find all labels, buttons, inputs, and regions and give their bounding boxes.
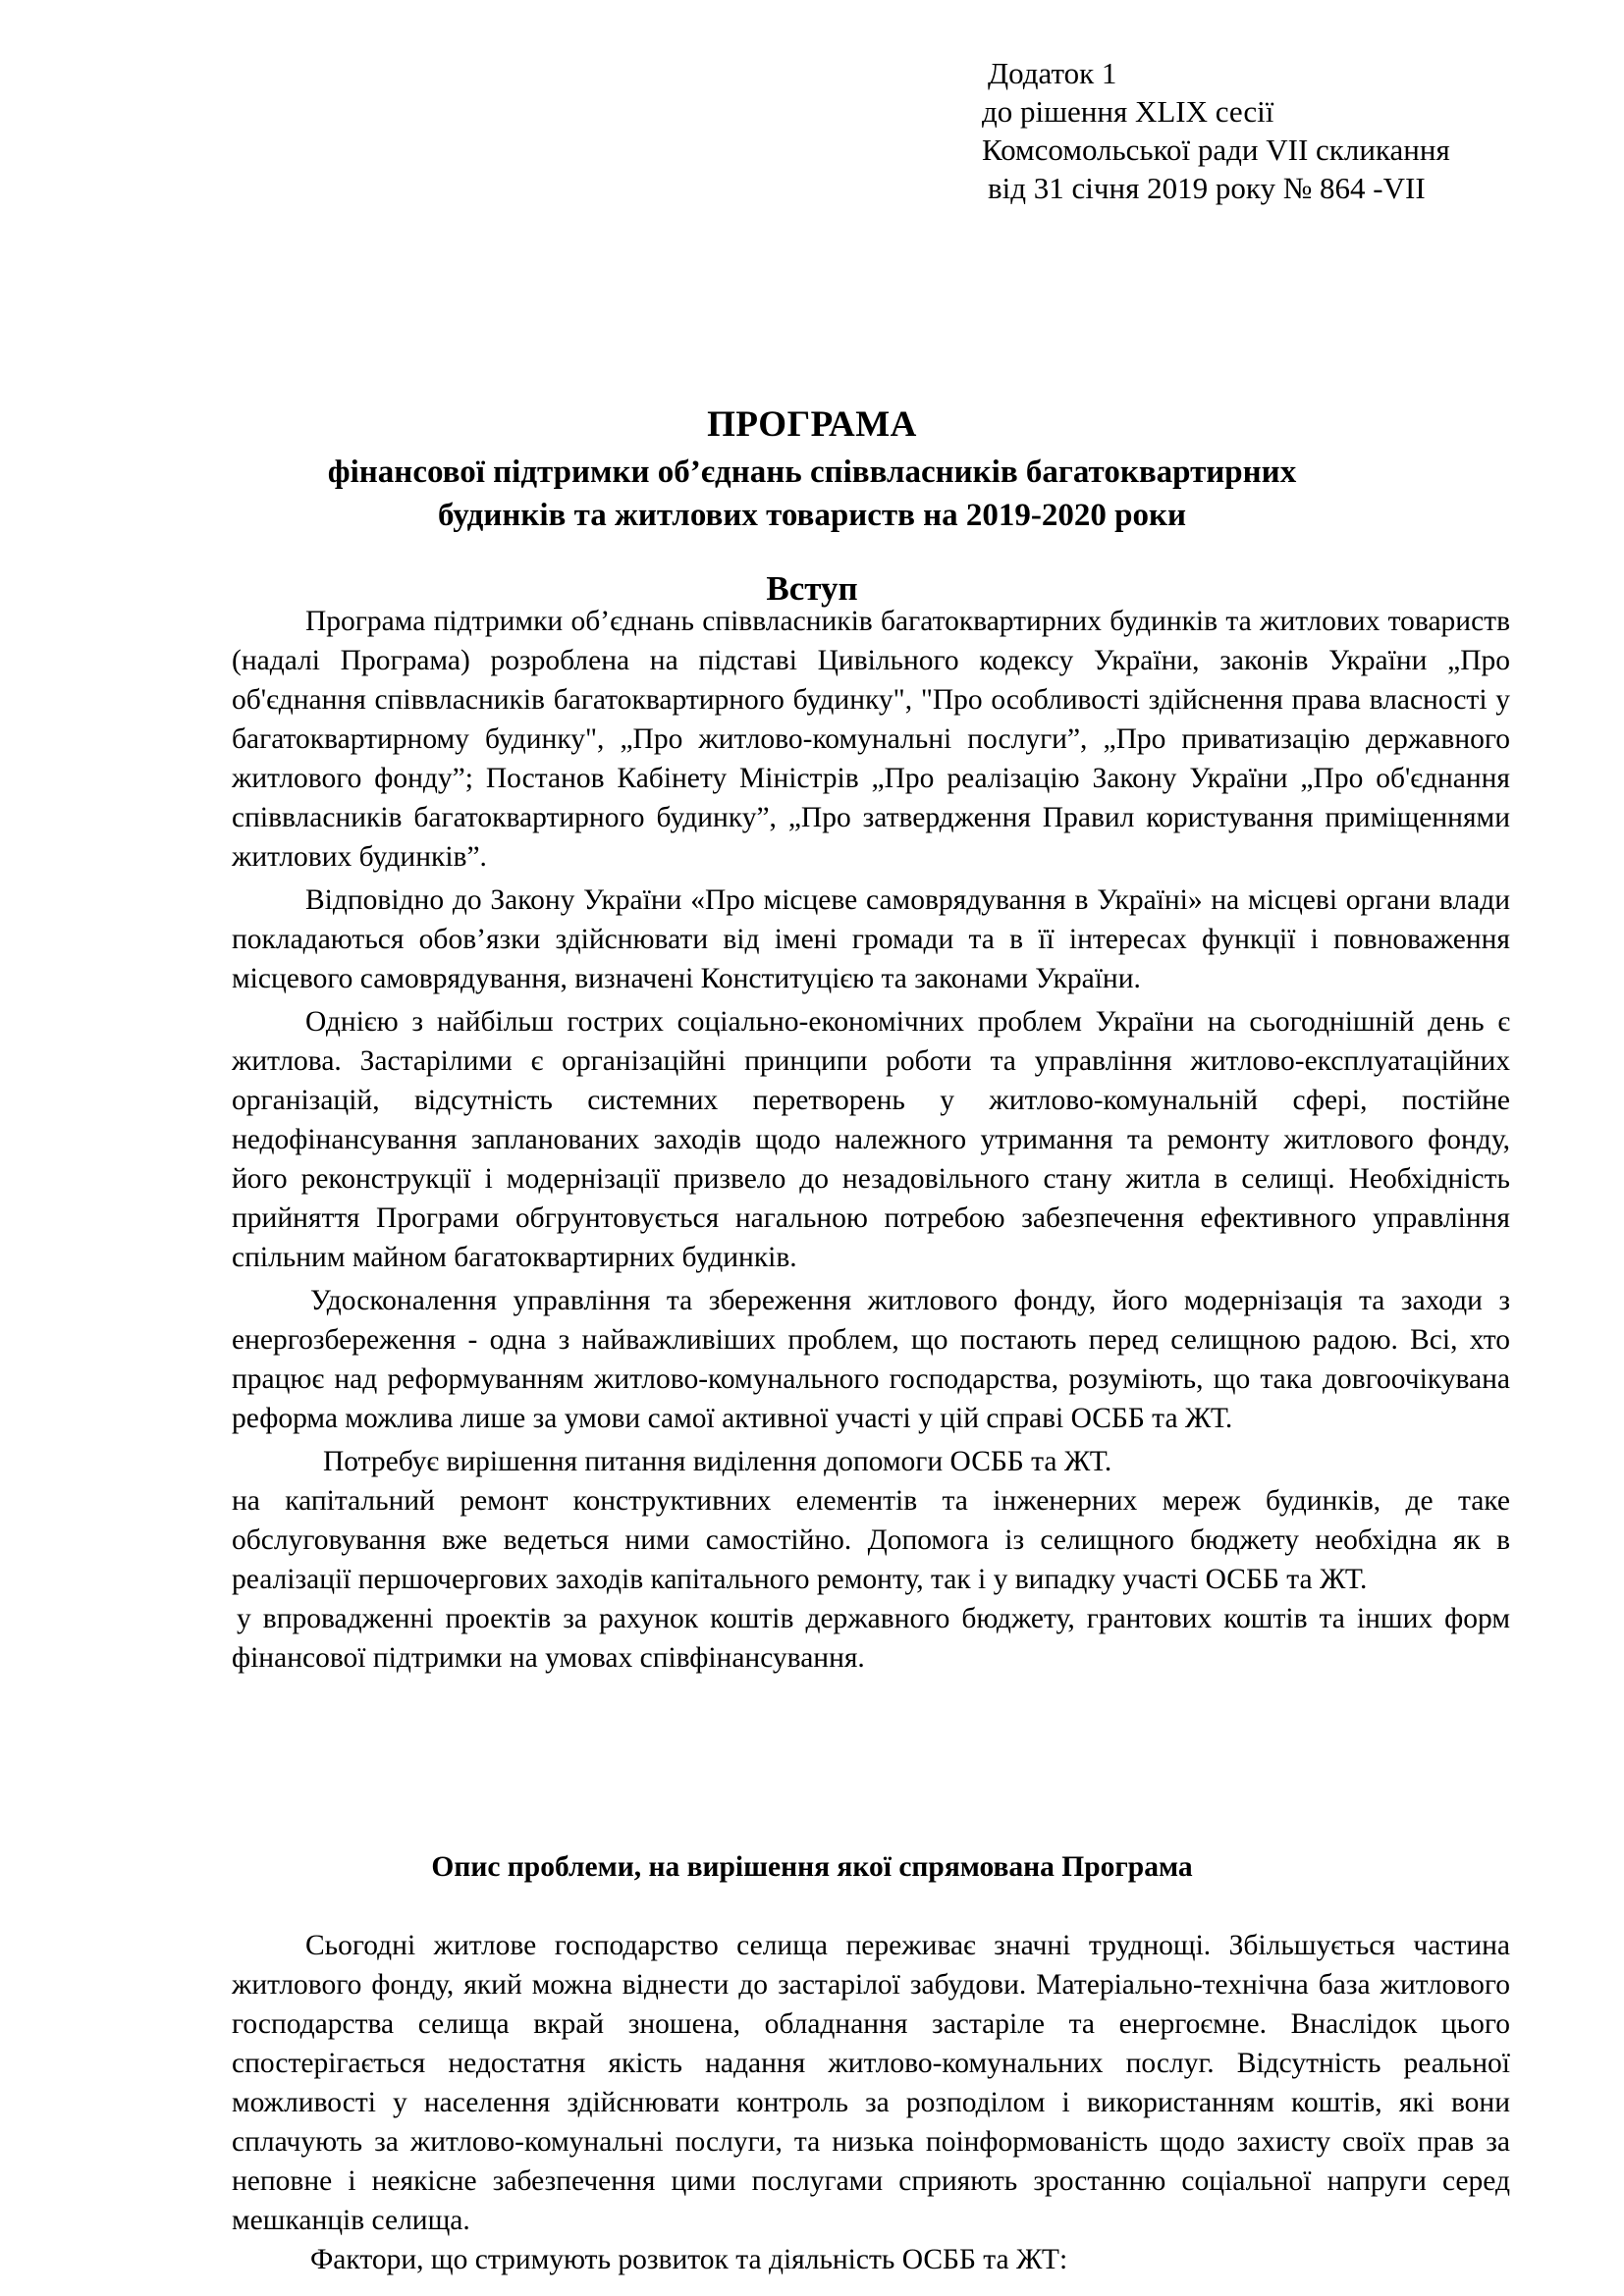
problem-paragraph-2: Фактори, що стримують розвиток та діяльність ОСББ та ЖТ: [310, 2244, 1068, 2275]
document-title-block [0, 402, 1624, 537]
problem-body [232, 1926, 1510, 2279]
document-subtitle-line-2: будинків та житлових товариств на 2019-2020 роки [437, 498, 1187, 533]
appendix-line-2: до рішення XLIX сесії [982, 94, 1274, 129]
intro-paragraph-1: Програма підтримки об’єднань співвласників багатоквартирних будинків та житлових товариств (надалі Програма) розроблена на підставі Цивільного кодексу України, законів України „Про об'єднання співвласників багатоквартирного будинку", "Про особливості здійснення права власності у багатоквартирному будинку", „Про житлово-комунальні послуги”, „Про приватизацію державного житлового фонду”; Постанов Кабінету Міністрів „Про реалізацію Закону України „Про об'єднання співвласників багатоквартирного будинку”, „Про затвердження Правил користування приміщеннями житлових будинків”. [232, 606, 1510, 873]
intro-paragraph-3: Однією з найбільш гострих соціально-економічних проблем України на сьогоднішній день є житлова. Застарілими є організаційні принципи роботи та управління житлово-експлуатаційних організацій, відсутність системних перетворень у житлово-комунальній сфері, постійне недофінансування запланованих заходів щодо належного утримання та ремонту житлового фонду, його реконструкції і модернізації призвело до незадовільного стану житла в селищі. Необхідність прийняття Програми обгрунтовується нагальною потребою забезпечення ефективного управління спільним майном багатоквартирних будинків. [232, 1006, 1510, 1273]
intro-paragraph-4: Удосконалення управління та збереження житлового фонду, його модернізація та заходи з енергозбереження - одна з найважливіших проблем, що постають перед селищною радою. Всі, хто працює над реформуванням житлово-комунального господарства, розуміють, що така довгоочікувана реформа можлива лише за умови самої активної участі у цій справі ОСББ та ЖТ. [232, 1285, 1510, 1434]
document-title: ПРОГРАМА [707, 404, 917, 445]
document-subtitle-line-1: фінансової підтримки об’єднань співвласників багатоквартирних [327, 454, 1297, 490]
appendix-line-1: Додаток 1 [988, 56, 1117, 90]
intro-paragraph-2: Відповідно до Закону України «Про місцеве самоврядування в Україні» на місцеві органи влади покладаються обов’язки здійснювати від імені громади та в її інтересах функції і повноваження місцевого самоврядування, визначені Конституцією та законами України. [232, 884, 1510, 994]
intro-heading: Вступ [766, 569, 858, 608]
appendix-block [982, 54, 1450, 207]
problem-heading: Опис проблеми, на вирішення якої спрямована Програма [431, 1851, 1193, 1883]
appendix-line-3: Комсомольської ради VII скликання [982, 133, 1450, 167]
intro-paragraph-5: Потребує вирішення питання виділення допомоги ОСББ та ЖТ. [323, 1446, 1112, 1477]
problem-paragraph-1: Сьогодні житлове господарство селища переживає значні труднощі. Збільшується частина житлового фонду, який можна віднести до застарілої забудови. Матеріально-технічна база житлового господарства селища вкрай зношена, обладнання застаріле та енергоємне. Внаслідок цього спостерігається недостатня якість надання житлово-комунальних послуг. Відсутність реальної можливості у населення здійснювати контроль за розподілом і використанням коштів, які вони сплачують за житлово-комунальні послуги, та низька поінформованість щодо захисту своїх прав за неповне і неякісне забезпечення цими послугами сприяють зростанню соціальної напруги серед мешканців селища. [232, 1930, 1510, 2236]
intro-paragraph-7: у впровадженні проектів за рахунок коштів державного бюджету, грантових коштів та інших форм фінансової підтримки на умовах співфінансування. [232, 1603, 1510, 1674]
appendix-line-4: від 31 січня 2019 року № 864 -VII [988, 171, 1426, 205]
intro-body [232, 602, 1510, 1678]
intro-paragraph-6: на капітальний ремонт конструктивних елементів та інженерних мереж будинків, де таке обслуговування вже ведеться ними самостійно. Допомога із селищного бюджету необхідна як в реалізації першочергових заходів капітального ремонту, так і у випадку участі ОСББ та ЖТ. [232, 1485, 1510, 1595]
